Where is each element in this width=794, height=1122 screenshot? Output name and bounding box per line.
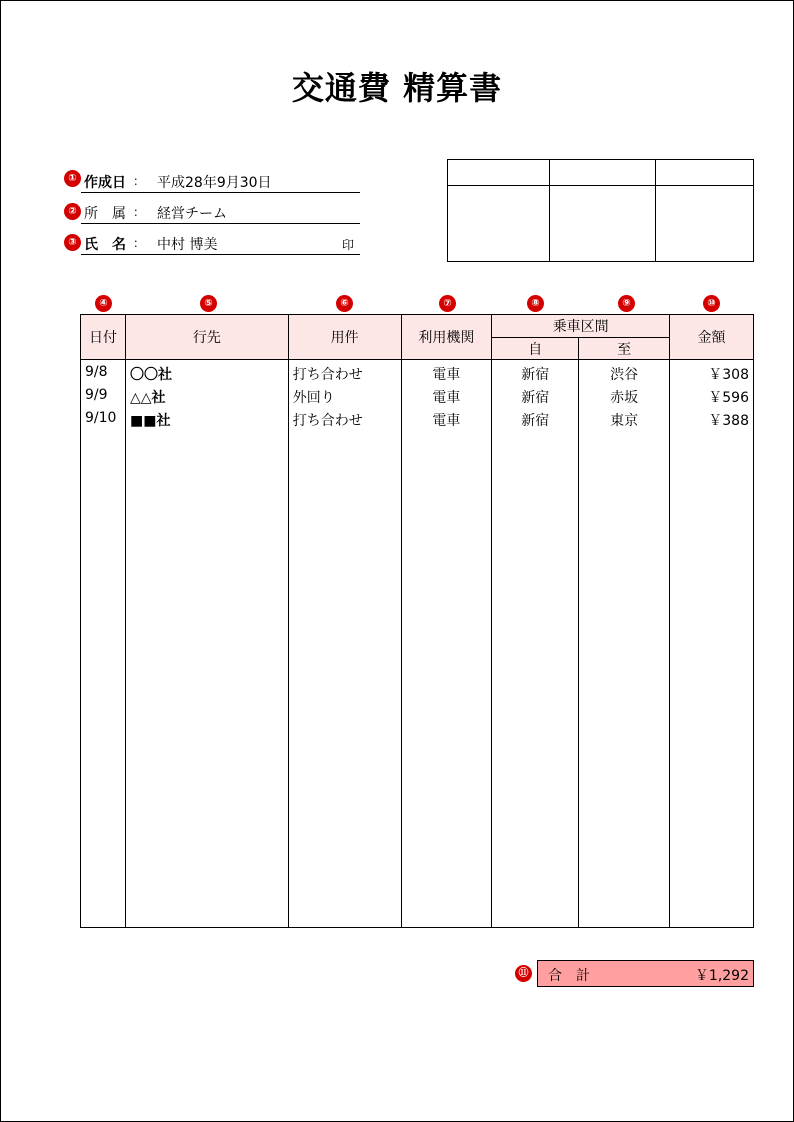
approval-divider xyxy=(448,185,753,186)
empty-cell xyxy=(492,433,579,928)
cell-transport: 電車 xyxy=(401,410,492,433)
approval-stamp-box xyxy=(447,159,754,262)
header-section: 乗車区間 xyxy=(492,315,670,338)
empty-cell xyxy=(81,433,126,928)
colon: ： xyxy=(133,205,146,219)
total-box xyxy=(537,960,754,987)
marker-1: ① xyxy=(64,170,81,187)
table-empty-rows xyxy=(81,433,754,928)
cell-transport: 電車 xyxy=(401,387,492,410)
marker-11: ⑪ xyxy=(515,965,532,982)
header-amount: 金額 xyxy=(670,315,754,360)
department-value: 経営チーム xyxy=(157,206,227,222)
total-label: 合 計 xyxy=(548,968,590,984)
created-date-value: 平成28年9月30日 xyxy=(157,175,272,191)
cell-destination: ■■社 xyxy=(125,410,288,433)
total-value: ￥1,292 xyxy=(694,968,749,984)
cell-from: 新宿 xyxy=(492,410,579,433)
cell-date: 9/9 xyxy=(81,387,126,410)
table-row xyxy=(81,360,754,387)
cell-purpose: 打ち合わせ xyxy=(288,410,401,433)
marker-10: ⑩ xyxy=(703,295,720,312)
department-label: 所 属 xyxy=(84,206,126,222)
colon: ： xyxy=(133,174,146,188)
marker-9: ⑨ xyxy=(618,295,635,312)
cell-amount: ￥308 xyxy=(670,360,754,387)
marker-7: ⑦ xyxy=(439,295,456,312)
header-destination: 行先 xyxy=(125,315,288,360)
cell-destination: △△社 xyxy=(125,387,288,410)
cell-date: 9/10 xyxy=(81,410,126,433)
cell-purpose: 外回り xyxy=(288,387,401,410)
header-transport: 利用機関 xyxy=(401,315,492,360)
marker-6: ⑥ xyxy=(336,295,353,312)
cell-from: 新宿 xyxy=(492,360,579,387)
cell-transport: 電車 xyxy=(401,360,492,387)
colon: ： xyxy=(133,236,146,250)
cell-from: 新宿 xyxy=(492,387,579,410)
table-row xyxy=(81,387,754,410)
header-from: 自 xyxy=(492,338,579,360)
name-value: 中村 博美 xyxy=(157,237,218,253)
empty-cell xyxy=(670,433,754,928)
cell-purpose: 打ち合わせ xyxy=(288,360,401,387)
empty-cell xyxy=(401,433,492,928)
header-date: 日付 xyxy=(81,315,126,360)
empty-cell xyxy=(125,433,288,928)
cell-amount: ￥596 xyxy=(670,387,754,410)
created-date-row xyxy=(81,171,360,193)
approval-divider xyxy=(655,160,656,261)
cell-to: 東京 xyxy=(579,410,670,433)
created-date-label: 作成日 xyxy=(84,175,126,191)
empty-cell xyxy=(579,433,670,928)
marker-5: ⑤ xyxy=(200,295,217,312)
cell-date: 9/8 xyxy=(81,360,126,387)
expense-table xyxy=(80,314,754,928)
cell-to: 赤坂 xyxy=(579,387,670,410)
table-row xyxy=(81,410,754,433)
seal-mark: 印 xyxy=(341,238,354,252)
cell-destination: 〇〇社 xyxy=(125,360,288,387)
name-row xyxy=(81,233,360,255)
name-label: 氏 名 xyxy=(84,237,126,253)
header-to: 至 xyxy=(579,338,670,360)
cell-amount: ￥388 xyxy=(670,410,754,433)
marker-8: ⑧ xyxy=(527,295,544,312)
empty-cell xyxy=(288,433,401,928)
marker-2: ② xyxy=(64,203,81,220)
header-purpose: 用件 xyxy=(288,315,401,360)
marker-4: ④ xyxy=(95,295,112,312)
marker-3: ③ xyxy=(64,234,81,251)
department-row xyxy=(81,202,360,224)
document-title: 交通費 精算書 xyxy=(291,69,503,107)
approval-divider xyxy=(549,160,550,261)
cell-to: 渋谷 xyxy=(579,360,670,387)
